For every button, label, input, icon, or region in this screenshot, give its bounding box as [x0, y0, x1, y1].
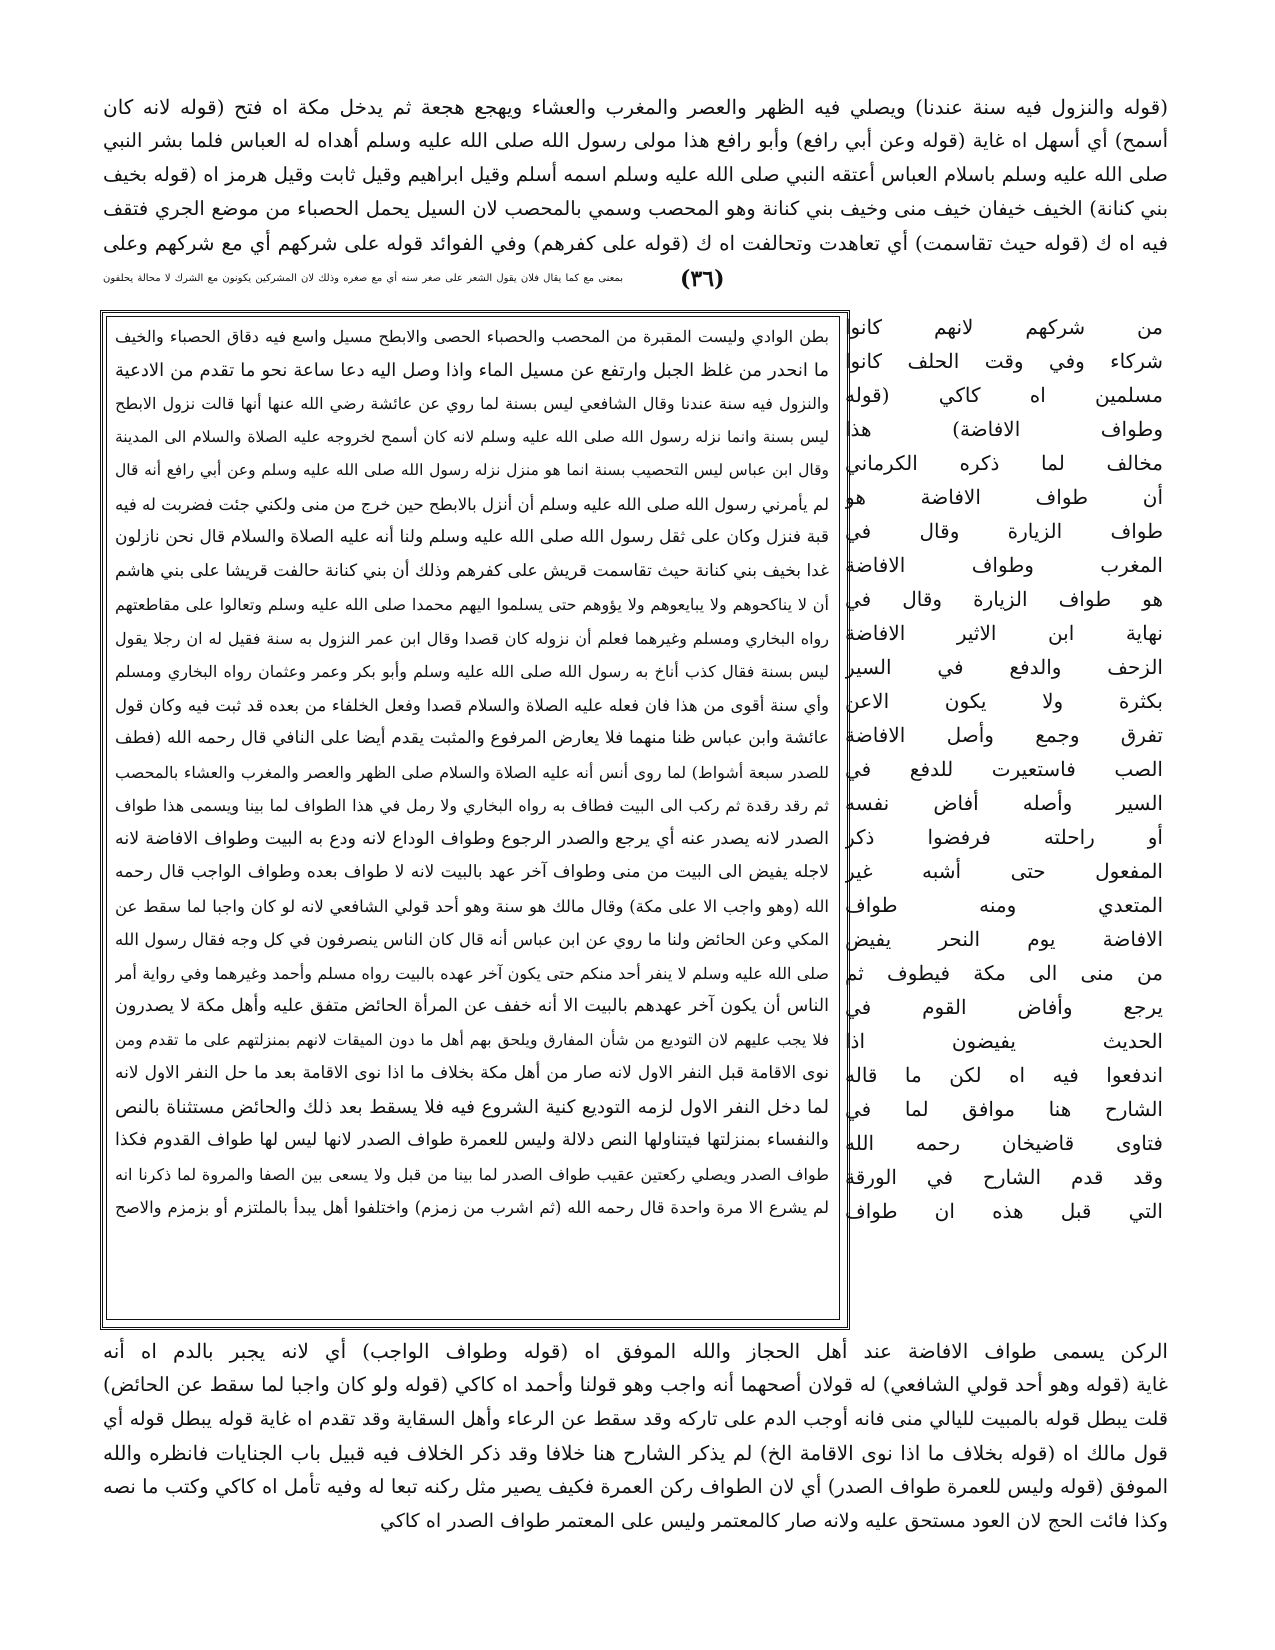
side-line: الشارح هنا موافق لما في	[845, 1097, 1163, 1121]
side-line: اندفعوا فيه اه لكن ما قاله	[845, 1063, 1163, 1087]
main-line: لما دخل النفر الاول لزمه التوديع كنية الشروع فيه فلا يسقط بعد ذلك والحائض مستثناة بالنص	[115, 1096, 829, 1118]
main-line: والنزول فيه سنة عندنا وقال الشافعي ليس بسنة لما روي عن عائشة رضي الله عنها أنها قالت نزول الابطح	[115, 394, 829, 413]
side-line: التي قبل هذه ان طواف	[845, 1199, 1163, 1223]
main-line: لم يشرع الا مرة واحدة قال رحمه الله (ثم اشرب من زمزم) واختلفوا أهل يبدأ بالملتزم أو بزمزم والاصح	[115, 1198, 829, 1217]
main-line: نوى الاقامة قبل النفر الاول لانه صار من أهل مكة بخلاف ما اذا نوى الاقامة بعد ما حل النفر الاول لانه	[115, 1063, 829, 1083]
main-line: الناس أن يكون آخر عهدهم بالبيت الا أنه خفف عن المرأة الحائض متفق عليه وأهل مكة لا يصدرون	[115, 996, 829, 1016]
top-line: أسمح) أي أسهل اه غاية (قوله وعن أبي رافع) وأبو رافع هذا مولى رسول الله صلى الله عليه وسلم أهداه له العباس فلما بشر النبي	[103, 129, 1168, 152]
bottom-line: الركن يسمى طواف الافاضة عند أهل الحجاز والله الموفق اه (قوله وطواف الواجب) أي لانه يجبر بالدم اه أنه	[103, 1339, 1168, 1363]
side-line: وقد قدم الشارح في الورقة	[845, 1165, 1163, 1189]
main-line: لاجله يفيض الى البيت من منى وطواف آخر عهد بالبيت لانه لا طواف بعده وطواف الواجب قال رحمه	[115, 862, 829, 882]
top-line: صلى الله عليه وسلم باسلام العباس أعتقه النبي صلى الله عليه وسلم اسمه أسلم وقيل ابراهيم وقيل ثابت وقيل هرمز اه (قوله بخيف	[103, 163, 1168, 186]
top-line: (قوله والنزول فيه سنة عندنا) ويصلي فيه الظهر والعصر والمغرب والعشاء ويهجع هجعة ثم يدخل مكة اه فتح (قوله لانه كان	[103, 95, 1168, 119]
bottom-line: قلت يبطل قوله بالمبيت لليالي منى فانه أوجب الدم على تاركه وقد سقط عن الرعاء وأهل السقاية وقد تقدم اه غاية قوله يبطل قوله أي	[103, 1408, 1168, 1430]
bottom-line: قول مالك اه (قوله بخلاف ما اذا نوى الاقامة الخ) لم يذكر الشارح هنا خلافا وقد ذكر الخلاف فيه قبيل باب الجنايات فانظره والله	[103, 1441, 1168, 1465]
main-line: ليس بسنة وانما نزله رسول الله صلى الله عليه وسلم لانه كان أسمح لخروجه عليه الصلاة والسلام الى المدينة	[115, 427, 829, 446]
main-line: صلى الله عليه وسلم لا ينفر أحد منكم حتى يكون آخر عهده بالبيت رواه مسلم وأحمد وغيرهما وفي رواية أمر	[115, 963, 829, 983]
main-line: ثم رقد رقدة ثم ركب الى البيت فطاف به رواه البخاري ولا رمل في هذا الطواف لما بينا ويسمى هذا طواف	[115, 796, 829, 815]
side-line: أو راحلته فرفضوا ذكر	[845, 825, 1163, 849]
page-number: (٣٦)	[680, 266, 725, 292]
main-line: عائشة وابن عباس ظنا منهما فلا يعارض المرفوع والمثبت يقدم أيضا على النافي قال رحمه الله (فطف	[115, 728, 829, 748]
side-line: مسلمين اه كاكي (قوله	[845, 383, 1163, 407]
main-line: الله (وهو واجب الا على مكة) وقال مالك هو سنة وهو أحد قولي الشافعي لانه لو كان واجبا لما سقط عن	[115, 896, 829, 916]
side-line: وطواف الافاضة) هذا	[845, 417, 1163, 441]
main-line: ليس بسنة فقال كذب أناخ به رسول الله صلى الله عليه وسلم وأبو بكر وعمر وعثمان رواه البخاري ومسلم	[115, 662, 829, 681]
bottom-line: الموفق (قوله وليس للعمرة طواف الصدر) أي لان الطواف ركن العمرة فكيف يصير مثل ركنه تبعا له وفيه تأمل اه كاكي وكتب ما نصه	[103, 1475, 1168, 1498]
side-line: مخالف لما ذكره الكرماني	[845, 451, 1163, 475]
side-line: أن طواف الافاضة هو	[845, 485, 1163, 509]
side-line: الافاضة يوم النحر يفيض	[845, 927, 1163, 951]
side-line: فتاوى قاضيخان رحمه الله	[845, 1131, 1163, 1155]
side-line: الحديث يفيضون اذا	[845, 1029, 1163, 1053]
side-line: الزحف والدفع في السير	[845, 655, 1163, 679]
main-line: بطن الوادي وليست المقبرة من المحصب والحصباء الحصى والابطح مسيل واسع فيه دقاق الحصباء والخيف	[115, 327, 829, 346]
main-line: لم يأمرني رسول الله صلى الله عليه وسلم أن أنزل بالابطح حين خرج من منى ولكني جئت فضربت له فيه	[115, 494, 829, 514]
side-line: المغرب وطواف الافاضة	[845, 553, 1163, 577]
main-line: رواه البخاري ومسلم وغيرهما فعلم أن نزوله كان قصدا وقال ابن عمر النزول به سنة فقيل له ان رجلا يقول	[115, 628, 829, 648]
main-line: للصدر سبعة أشواط) لما روى أنس أنه عليه الصلاة والسلام صلى الظهر والعصر والمغرب والعشاء بالمحصب	[115, 762, 829, 782]
side-line: تفرق وجمع وأصل الافاضة	[845, 723, 1163, 747]
side-line: من شركهم لانهم كانوا	[845, 315, 1163, 339]
main-line: وقال ابن عباس ليس التحصيب بسنة انما هو منزل نزله رسول الله صلى الله عليه وسلم وعن أبي رافع أنه قال	[115, 461, 829, 479]
bottom-line: غاية (قوله وهو أحد قولي الشافعي) له قولان أصحهما أنه واجب وهو قولنا وأحمد اه كاكي (قوله ولو كان واجبا لما سقط عن الحائض)	[103, 1373, 1168, 1396]
side-line: بكثرة ولا يكون الاعن	[845, 689, 1163, 713]
top-line: بني كنانة) الخيف خيفان خيف منى وخيف بني كنانة وهو المحصب وسمي بالمحصب لان السيل يحمل الحصباء من موضع الجري فتقف	[103, 197, 1168, 220]
main-line: أن لا يناكحوهم ولا يبايعوهم ولا يؤوهم حتى يسلموا اليهم محمدا صلى الله عليه وسلم وتعالوا على مقاطعتهم	[115, 595, 829, 614]
side-line: المفعول حتى أشبه غير	[845, 859, 1163, 883]
main-line: ما انحدر من غلظ الجبل وارتفع عن مسيل الماء واذا وصل اليه دعا ساعة نحو ما تقدم من الادعية	[115, 359, 829, 381]
main-line: قبة فنزل وكان على ثقل رسول الله صلى الله عليه وسلم ولنا أنه عليه الصلاة والسلام قال نحن نازلون	[115, 527, 829, 547]
side-line: من منى الى مكة فيطوف ثم	[845, 961, 1163, 985]
side-line: المتعدي ومنه طواف	[845, 893, 1163, 917]
side-line: طواف الزيارة وقال في	[845, 519, 1163, 543]
side-line: نهاية ابن الاثير الافاضة	[845, 621, 1163, 645]
main-line: المكي وعن الحائض ولنا ما روي عن ابن عباس أنه قال كان الناس ينصرفون في كل وجه فقال رسول الله	[115, 930, 829, 949]
side-line: يرجع وأفاض القوم في	[845, 995, 1163, 1019]
side-line: هو طواف الزيارة وقال في	[845, 587, 1163, 611]
top-line: بمعنى مع كما يقال فلان يقول الشعر على صغر سنه أي مع صغره وذلك لان المشركين يكونون مع الشرك لا محالة يحلفون	[103, 273, 623, 284]
side-line: السير وأصله أفاض نفسه	[845, 791, 1163, 815]
main-line: فلا يجب عليهم لان التوديع من شأن المفارق ويلحق بهم أهل ما دون الميقات لانهم بمنزلتهم على ما تقدم ومن	[115, 1030, 829, 1049]
bottom-line: وكذا فائت الحج لان العود مستحق عليه ولانه صار كالمعتمر وليس على المعتمر طواف الصدر اه كاكي	[380, 1510, 1168, 1532]
main-line: الصدر لانه يصدر عنه أي يرجع والصدر الرجوع وطواف الوداع لانه ودع به البيت وطواف الافاضة لانه	[115, 828, 829, 849]
main-line: غدا بخيف بني كنانة حيث تقاسمت قريش على كفرهم وذلك أن بني كنانة حالفت قريشا على بني هاشم	[115, 560, 829, 581]
main-line: طواف الصدر ويصلي ركعتين عقيب طواف الصدر لما بينا من قبل ولا يسعى بين الصفا والمروة لما ذكرنا انه	[115, 1164, 829, 1184]
side-line: الصب فاستعيرت للدفع في	[845, 757, 1163, 781]
side-line: شركاء وفي وقت الحلف كانوا	[845, 349, 1163, 373]
main-line: والنفساء بمنزلتها فيتناولها النص دلالة وليس للعمرة طواف الصدر لانها ليس لها طواف القدوم فكذا	[115, 1130, 829, 1150]
top-line: فيه اه ك (قوله حيث تقاسمت) أي تعاهدت وتحالفت اه ك (قوله على كفرهم) وفي الفوائد قوله على شركهم أي مع شركهم وعلى	[103, 231, 1168, 255]
main-line: وأي سنة أقوى من هذا فان فعله عليه الصلاة والسلام قصدا وفعل الخلفاء من بعده قد ثبت فيه وكان قول	[115, 695, 829, 715]
